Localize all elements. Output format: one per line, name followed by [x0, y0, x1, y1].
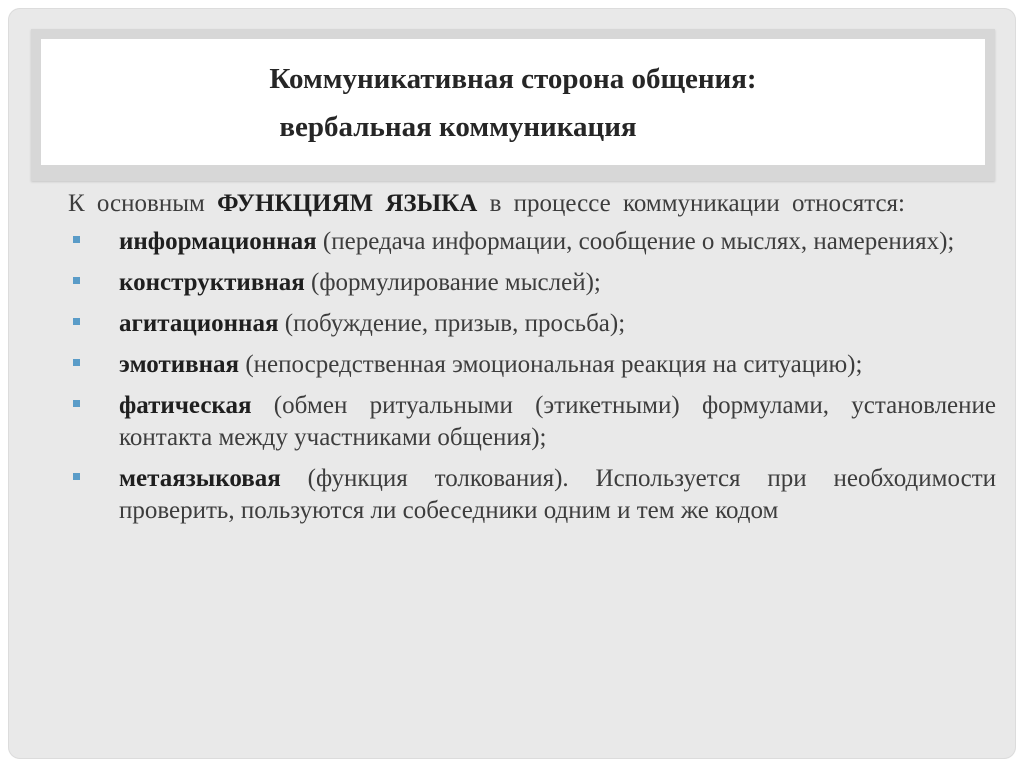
square-bullet-icon [73, 318, 80, 325]
item-text: (функция толкования). Используется при необходимости проверить, пользуются ли собеседники одним и тем же кодом [119, 465, 996, 524]
list-item [68, 463, 996, 527]
slide-title [41, 55, 985, 151]
item-text: (передача информации, сообщение о мыслях, намерениях); [316, 228, 955, 255]
item-text: (формулирование мыслей); [304, 269, 601, 296]
slide [8, 8, 1016, 759]
title-frame [31, 29, 995, 181]
item-text: (непосредственная эмоциональная реакция на ситуацию); [239, 351, 863, 378]
item-term: метаязыковая [119, 465, 281, 492]
square-bullet-icon [73, 473, 80, 480]
square-bullet-icon [73, 359, 80, 366]
list-item [68, 226, 996, 258]
slide-body [68, 188, 996, 536]
title-line-2: вербальная коммуникация [279, 111, 637, 143]
item-term: фатическая [119, 392, 252, 419]
list-item [68, 390, 996, 454]
intro-bold: ФУНКЦИЯМ ЯЗЫКА [217, 190, 478, 217]
title-line-1: Коммуникативная сторона общения: [269, 63, 757, 95]
list-item [68, 349, 996, 381]
item-term: конструктивная [119, 269, 305, 296]
square-bullet-icon [73, 400, 80, 407]
intro-before: К основным [68, 190, 218, 217]
item-term: эмотивная [119, 351, 240, 378]
title-box [41, 39, 985, 165]
item-text: (побуждение, призыв, просьба); [278, 310, 626, 337]
item-text: (обмен ритуальными (этикетными) формулами, установление контакта между участниками общения); [119, 392, 996, 451]
list-item [68, 308, 996, 340]
item-term: агитационная [119, 310, 279, 337]
intro-paragraph [68, 188, 996, 220]
square-bullet-icon [73, 277, 80, 284]
intro-after: в процессе коммуникации относятся: [477, 190, 905, 217]
item-term: информационная [119, 228, 317, 255]
list-item [68, 267, 996, 299]
functions-list [68, 226, 996, 527]
square-bullet-icon [73, 236, 80, 243]
